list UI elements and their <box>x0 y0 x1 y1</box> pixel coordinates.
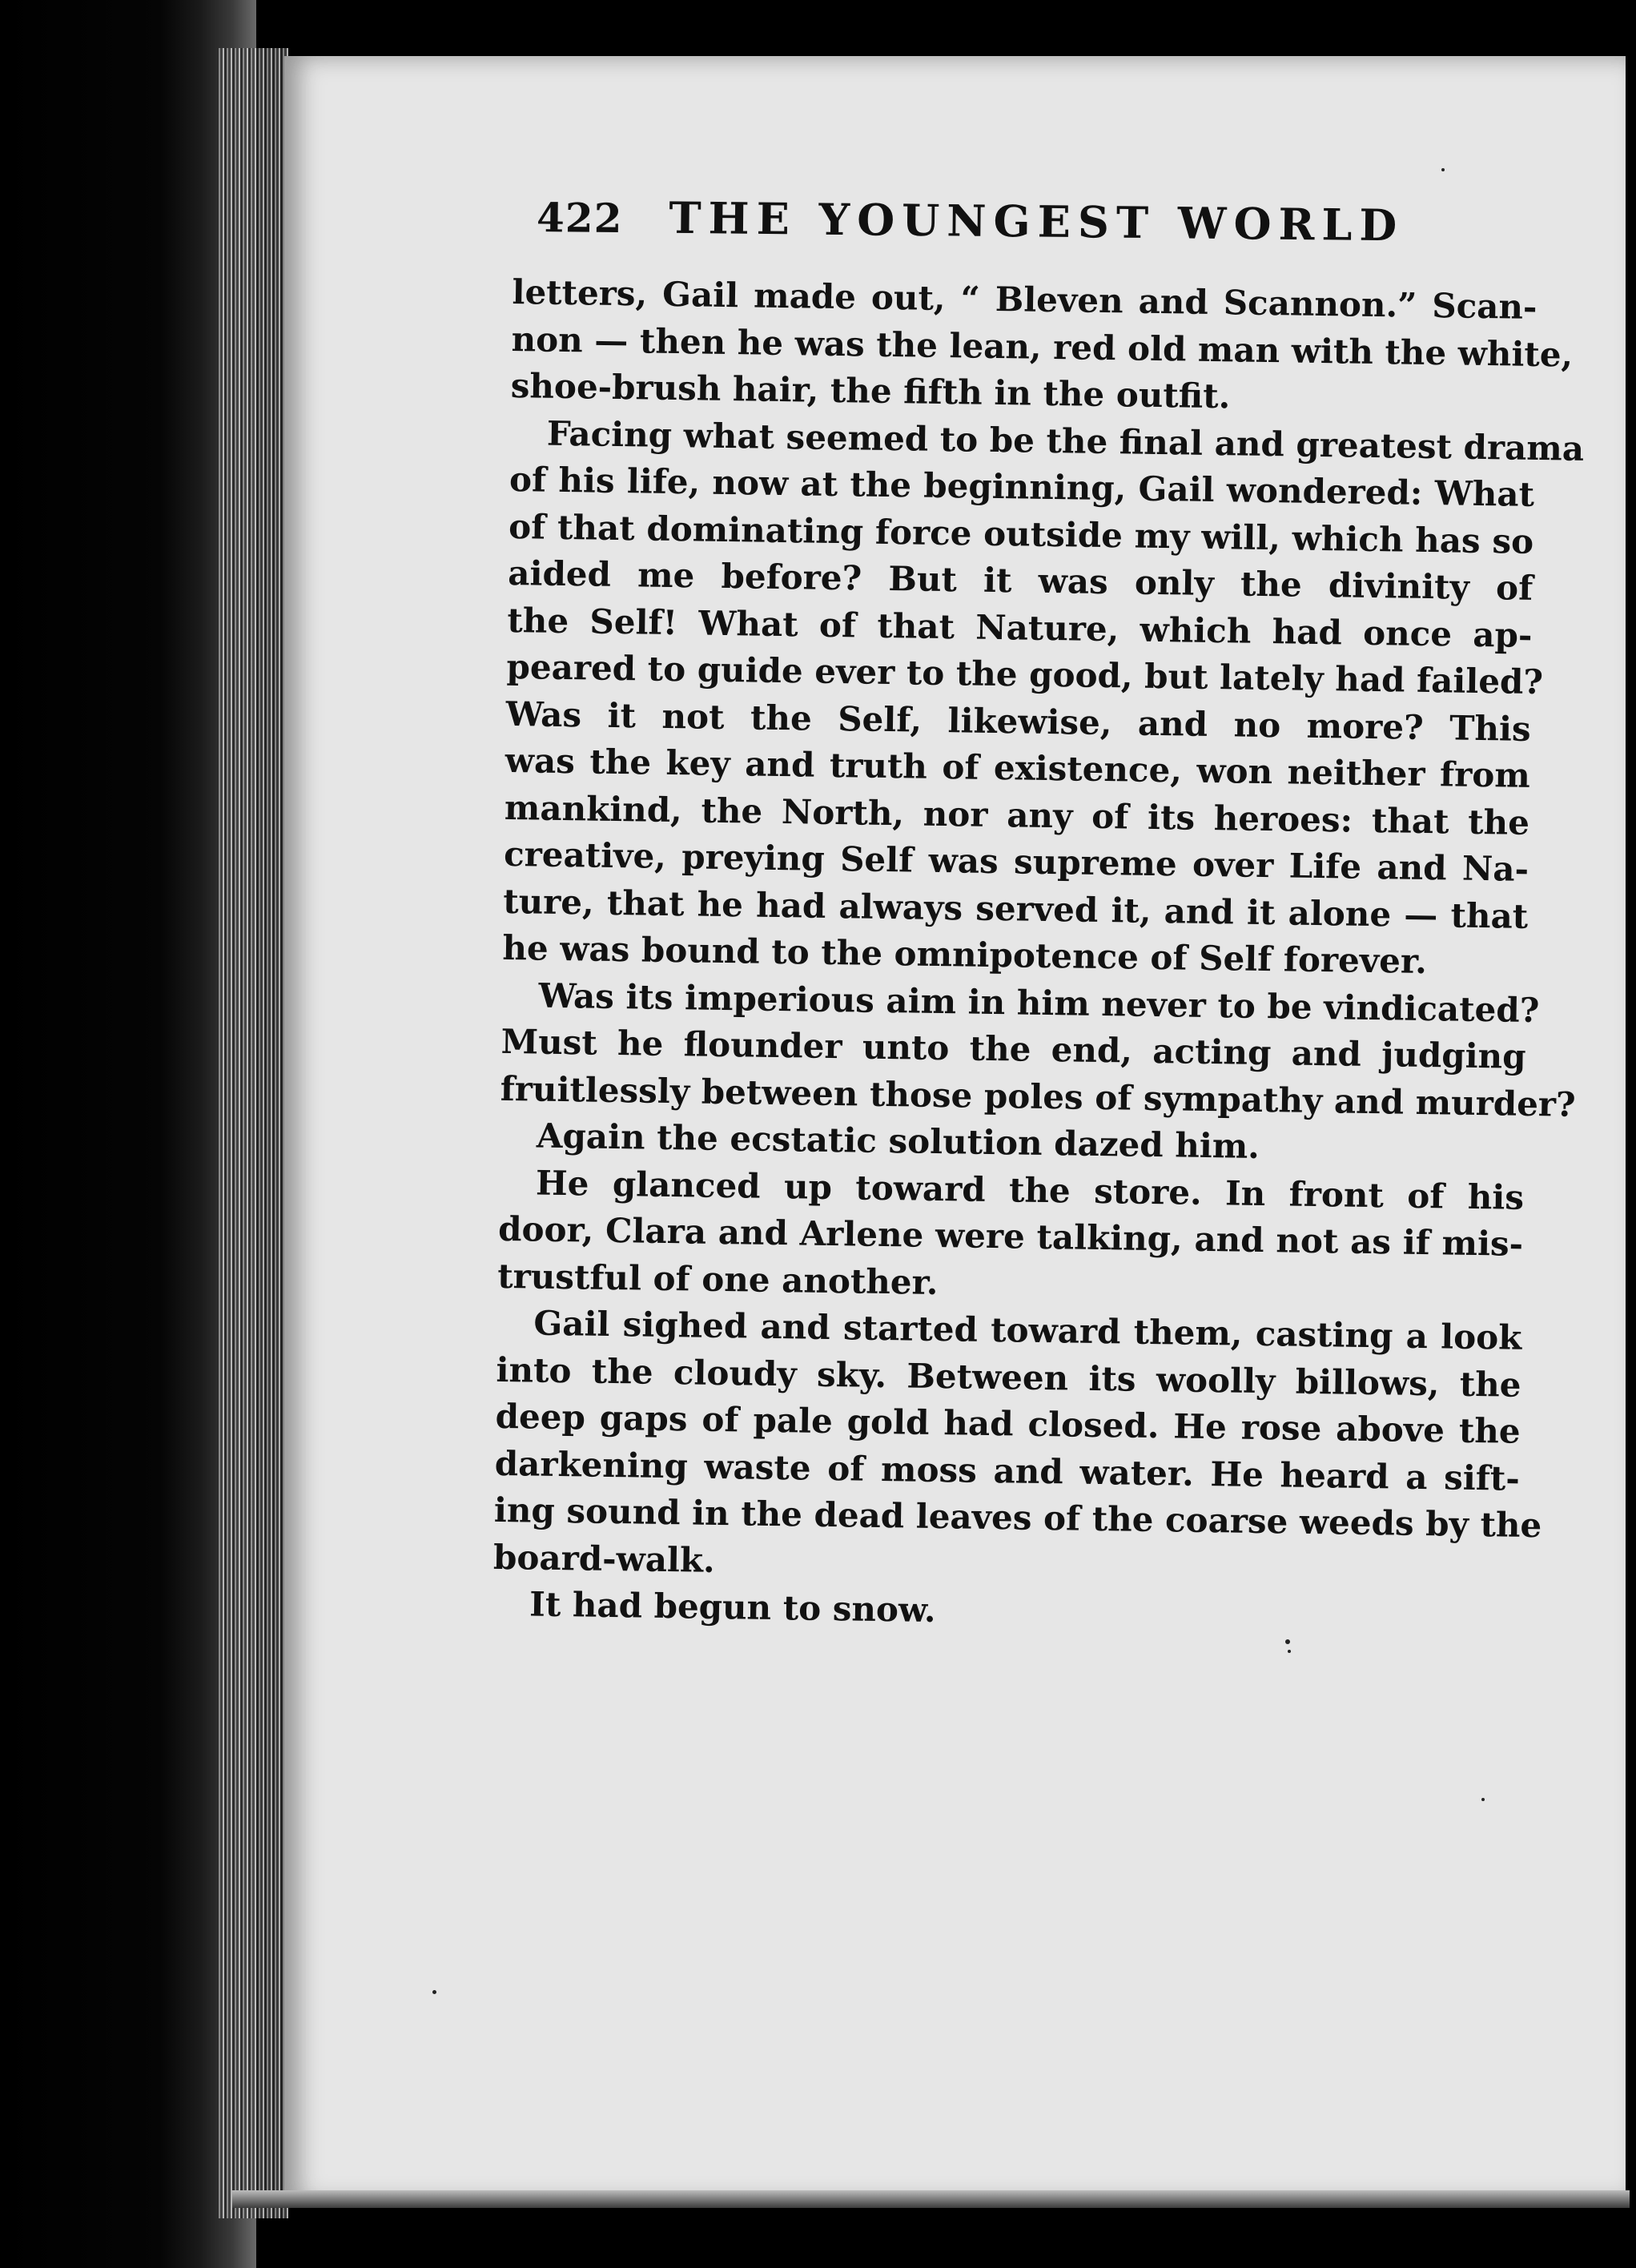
text-line: peared to guide ever to the good, but lately had failed? <box>506 646 1544 702</box>
text-line: Must he flounder unto the end, acting and judging <box>500 1021 1526 1076</box>
scan-speck <box>1285 1639 1290 1644</box>
text-line: of that dominating force outside my will, which has so <box>508 506 1534 561</box>
text-line: trustful of one another. <box>496 1256 939 1302</box>
text-line: was the key and truth of existence, won neither from <box>504 740 1531 795</box>
text-line: Gail sighed and started toward them, casting a look <box>533 1303 1522 1357</box>
text-line: fruitlessly between those poles of sympathy and murder? <box>500 1068 1577 1124</box>
text-line: into the cloudy sky. Between its woolly billows, the <box>496 1349 1521 1405</box>
text-line: the Self! What of that Nature, which had once ap- <box>507 600 1533 655</box>
text-line: non — then he was the lean, red old man with the white, <box>511 319 1574 375</box>
text-line: deep gaps of pale gold had closed. He rose above the <box>495 1396 1521 1451</box>
text-line: Was its imperious aim in him never to be vindicated? <box>538 975 1540 1030</box>
text-line: aided me before? But it was only the divinity of <box>508 553 1533 608</box>
running-header <box>537 191 1418 264</box>
page-number: 422 <box>536 194 623 243</box>
text-line: It had begun to snow. <box>529 1584 936 1631</box>
text-line: mankind, the North, nor any of its heroes: that the <box>504 787 1530 842</box>
text-line: of his life, now at the beginning, Gail wondered: What <box>508 459 1535 514</box>
page-fore-edge <box>216 48 288 2218</box>
text-line: creative, preying Self was supreme over Life and Na- <box>503 834 1529 889</box>
scan-speck <box>1481 1798 1485 1801</box>
text-line: shoe-brush hair, the fifth in the outfit. <box>510 365 1231 416</box>
text-line: He glanced up toward the store. In front of his <box>535 1163 1525 1217</box>
body-text <box>492 269 1585 1643</box>
text-line: letters, Gail made out, “ Bleven and Scannon.” Scan- <box>512 271 1538 327</box>
text-line: he was bound to the omnipotence of Self forever. <box>502 927 1428 982</box>
text-line: ing sound in the dead leaves of the coarse weeds by the <box>493 1490 1542 1546</box>
text-line: Facing what seemed to be the final and greatest drama <box>546 413 1585 468</box>
scan-speck <box>1441 168 1445 171</box>
text-line: Was it not the Self, likewise, and no more? This <box>505 694 1531 749</box>
scan-speck <box>432 1990 436 1994</box>
text-line: ture, that he had always served it, and it alone — that <box>502 881 1529 936</box>
text-line: darkening waste of moss and water. He heard a sift- <box>494 1443 1521 1498</box>
running-title: THE YOUNGEST WORLD <box>669 191 1405 251</box>
page-bottom-edge <box>232 2190 1630 2208</box>
text-line: door, Clara and Arlene were talking, and not as if mis- <box>497 1208 1524 1264</box>
text-line: board-walk. <box>492 1537 716 1580</box>
text-line: Again the ecstatic solution dazed him. <box>536 1116 1260 1166</box>
scan-speck <box>1288 1650 1291 1653</box>
